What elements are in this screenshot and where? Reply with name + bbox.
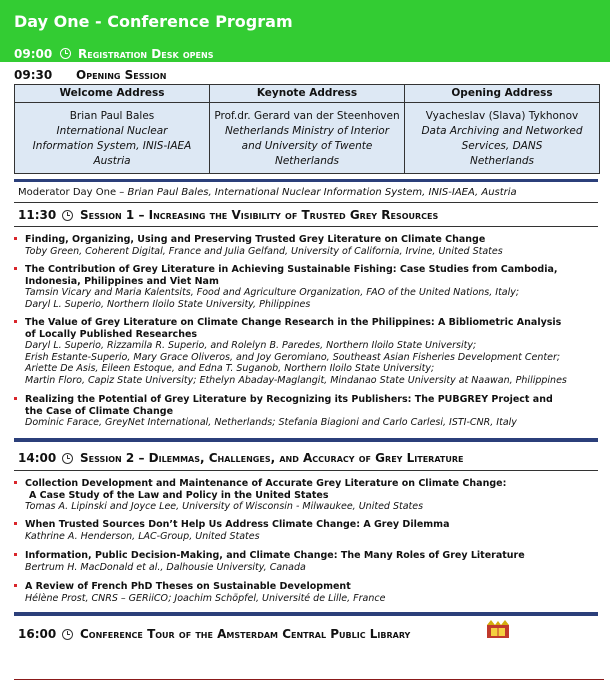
talk-item xyxy=(14,478,604,513)
tour-heading xyxy=(18,627,411,641)
talk-title: A Review of French PhD Theses on Sustainable Development xyxy=(25,581,351,592)
addresses-table xyxy=(14,84,600,174)
bottom-rule xyxy=(14,679,604,680)
speaker-affiliation: Austria xyxy=(93,155,131,167)
talk-authors: Bertrum H. MacDonald et al., Dalhousie University, Canada xyxy=(25,561,306,573)
talk-item xyxy=(14,581,604,604)
bullet-icon xyxy=(14,267,17,270)
address-column xyxy=(15,85,210,173)
talk-authors: Erish Estante-Superio, Mary Grace Oliveros, and Joy Geromiano, Southeast Asian Fisheries Development Center; xyxy=(25,351,561,363)
talk-authors: Daryl L. Superio, Northern Iloilo State University, Philippines xyxy=(25,298,311,310)
session2-title: Session 2 – Dilemmas, Challenges, and Accuracy of Grey Literature xyxy=(80,451,464,465)
page-title: Day One - Conference Program xyxy=(14,12,293,31)
speaker-affiliation: Netherlands xyxy=(274,155,339,167)
session2-time: 14:00 xyxy=(18,451,57,465)
talk-item xyxy=(14,234,604,257)
talk-authors: Tamsin Vicary and Maria Kalentsits, Food and Agriculture Organization, FAO of the United Nations, Italy; xyxy=(25,287,520,298)
talk-authors: Daryl L. Superio, Rizzamila R. Superio, and Rolelyn B. Paredes, Northern Iloilo State University; xyxy=(25,340,477,351)
talk-authors: Hélène Prost, CNRS – GERiiCO; Joachim Schöpfel, Université de Lille, France xyxy=(25,592,386,604)
talk-authors: Dominic Farace, GreyNet International, Netherlands; Stefania Biagioni and Carlo Carlesi, ISTI-CNR, Italy xyxy=(25,417,517,428)
speaker-name: Brian Paul Bales xyxy=(69,110,155,122)
talk-title: Finding, Organizing, Using and Preserving Trusted Grey Literature on Climate Change xyxy=(25,234,486,245)
talk-title: When Trusted Sources Don’t Help Us Address Climate Change: A Grey Dilemma xyxy=(25,519,450,530)
talk-title: Realizing the Potential of Grey Literature by Recognizing its Publishers: The PUBGREY Project and xyxy=(25,394,553,405)
address-column xyxy=(210,85,405,173)
talk-authors: Toby Green, Coherent Digital, France and Julia Gelfand, University of California, Irvine, United States xyxy=(25,245,503,257)
talk-title: The Value of Grey Literature on Climate Change Research in the Philippines: A Bibliometric Analysis xyxy=(25,317,562,328)
session1-title: Session 1 – Increasing the Visibility of Trusted Grey Resources xyxy=(80,208,439,222)
speaker-affiliation: Data Archiving and Networked xyxy=(421,125,583,137)
moderator-text: Brian Paul Bales, International Nuclear Information System, INIS-IAEA, Austria xyxy=(127,187,517,198)
divider xyxy=(14,202,598,203)
opening-session-heading xyxy=(14,68,167,82)
talk-item xyxy=(14,394,604,429)
section-bar xyxy=(14,612,598,616)
talk-title: Indonesia, Philippines and Viet Nam xyxy=(25,275,219,287)
talk-title: Collection Development and Maintenance of Accurate Grey Literature on Climate Change: xyxy=(25,478,507,489)
speaker-affiliation: Netherlands xyxy=(469,155,534,167)
moderator-bar xyxy=(14,179,598,182)
tour-title: Conference Tour of the Amsterdam Central Public Library xyxy=(80,627,411,641)
speaker-name: Vyacheslav (Slava) Tykhonov xyxy=(425,110,579,122)
address-heading: Keynote Address xyxy=(210,85,404,103)
session1-time: 11:30 xyxy=(18,208,57,222)
session1-heading xyxy=(18,208,439,222)
registration-time: 09:00 xyxy=(14,47,53,61)
speaker-affiliation: Information System, INIS-IAEA xyxy=(32,140,192,152)
address-heading: Welcome Address xyxy=(15,85,209,103)
bullet-icon xyxy=(14,481,17,484)
speaker-affiliation: International Nuclear xyxy=(56,125,168,137)
clock-icon xyxy=(62,210,73,221)
talk-item xyxy=(14,550,604,573)
speaker-affiliation: and University of Twente xyxy=(241,140,373,152)
divider xyxy=(14,470,598,471)
talk-authors: Tomas A. Lipinski and Joyce Lee, University of Wisconsin - Milwaukee, United States xyxy=(25,501,424,512)
address-heading: Opening Address xyxy=(405,85,599,103)
section-bar xyxy=(14,438,598,442)
bullet-icon xyxy=(14,397,17,400)
clock-icon xyxy=(60,48,71,59)
talk-title: of Locally Published Researches xyxy=(25,328,198,340)
bullet-icon xyxy=(14,553,17,556)
divider xyxy=(14,226,598,227)
talk-authors: Martin Floro, Capiz State University; Ethelyn Abaday-Maglangit, Mindanao State University at Naawan, Philippines xyxy=(25,374,567,386)
bullet-icon xyxy=(14,522,17,525)
talk-item xyxy=(14,317,604,386)
talk-item xyxy=(14,264,604,310)
moderator-label: Moderator Day One – xyxy=(18,187,128,198)
library-crest-icon xyxy=(485,619,511,639)
registration-label: Registration Desk opens xyxy=(78,47,214,61)
talk-title: A Case Study of the Law and Policy in the United States xyxy=(29,489,329,501)
clock-icon xyxy=(62,453,73,464)
bullet-icon xyxy=(14,237,17,240)
bullet-icon xyxy=(14,320,17,323)
talk-title: The Contribution of Grey Literature in Achieving Sustainable Fishing: Case Studies from Cambodia, xyxy=(25,264,558,275)
talk-item xyxy=(14,519,604,542)
opening-label: Opening Session xyxy=(76,68,167,82)
moderator-line xyxy=(18,187,517,198)
tour-time: 16:00 xyxy=(18,627,57,641)
address-column xyxy=(405,85,599,173)
clock-icon xyxy=(62,629,73,640)
bullet-icon xyxy=(14,584,17,587)
speaker-name: Prof.dr. Gerard van der Steenhoven xyxy=(214,110,400,122)
talk-title: Information, Public Decision-Making, and Climate Change: The Many Roles of Grey Literature xyxy=(25,550,525,561)
session2-heading xyxy=(18,451,464,465)
speaker-affiliation: Services, DANS xyxy=(461,140,543,152)
opening-time: 09:30 xyxy=(14,68,53,82)
header-banner xyxy=(0,0,610,46)
speaker-affiliation: Netherlands Ministry of Interior xyxy=(224,125,390,137)
talk-authors: Kathrine A. Henderson, LAC-Group, United States xyxy=(25,530,260,542)
registration-row xyxy=(0,46,610,62)
talk-authors: Ariette De Asis, Eileen Estoque, and Edna T. Suganob, Northern Iloilo State University; xyxy=(25,363,435,374)
talk-title: the Case of Climate Change xyxy=(25,405,174,417)
